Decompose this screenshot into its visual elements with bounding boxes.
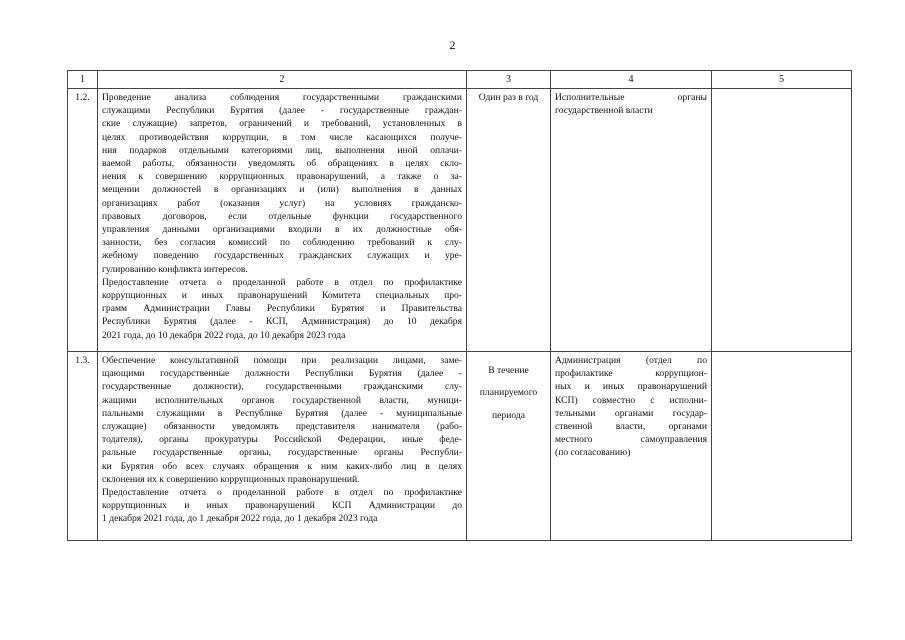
responsible-organizations: [551, 89, 712, 352]
column-5-cell: [712, 89, 852, 352]
row-number: 1.3.: [68, 352, 98, 541]
text-line: щающими государственные должности Республики Бурятия (далее -: [102, 368, 462, 380]
text-line: нения к совершению коррупционных правонарушений, а также о за-: [102, 171, 462, 183]
text-line: правовых договоров, если отдельные функции государственного: [102, 210, 462, 222]
text-line: организациях работ (оказания услуг) на условиях гражданско-: [102, 197, 462, 209]
text-line: Республики Бурятия (далее - КСП, Администрация) до 10 декабря: [102, 316, 462, 328]
text-line: планируемого: [479, 387, 538, 399]
text-line: ных и иных правонарушений: [555, 381, 707, 393]
header-cell-2: 2: [98, 71, 467, 89]
text-line: КСП) совместно с исполни-: [555, 394, 707, 406]
text-line: Предоставление отчета о проделанной работе в отдел по профилактике: [102, 276, 462, 288]
text-line: Проведение анализа соблюдения государственными гражданскими: [102, 92, 462, 103]
table-row: [68, 89, 852, 352]
measure-description: [98, 352, 467, 541]
text-line: занности, без согласия комиссий по соблюдению требований к слу-: [102, 237, 462, 249]
header-cell-4: 4: [551, 71, 712, 89]
text-line: профилактике коррупцион-: [555, 368, 707, 380]
text-line: тельными органами государ-: [555, 407, 707, 419]
row-number: 1.2.: [68, 89, 98, 352]
text-line: жебному поведению государственных гражданских служащих и уре-: [102, 250, 462, 262]
text-line: ваемой работы, обязанности уведомлять об обращениях в целях скло-: [102, 158, 462, 170]
text-line: Исполнительные органы: [555, 92, 707, 103]
header-cell-1: 1: [68, 71, 98, 89]
text-line: Администрация (отдел по: [555, 355, 707, 366]
page-number: 2: [449, 38, 456, 52]
text-line: периода: [492, 410, 525, 422]
text-line: ственной власти, органами: [555, 421, 707, 433]
execution-period: Один раз в год: [467, 89, 551, 352]
text-line: государственной власти: [555, 105, 653, 117]
text-line: 2021 года, до 10 декабря 2022 года, до 10 декабря 2023 года: [102, 329, 346, 341]
text-line: коррупционных и иных правонарушений КСП Администрации до: [102, 500, 462, 512]
text-line: ки Бурятия обо всех случаях обращения к ним каких-либо лиц в целях: [102, 460, 462, 472]
text-line: тодателя), органы прокуратуры Российской Федерации, иные феде-: [102, 434, 462, 446]
text-line: местного самоуправления: [555, 434, 707, 446]
text-line: Обеспечение консультативной помощи при реализации лицами, заме-: [102, 355, 462, 366]
text-line: В течение: [488, 364, 529, 376]
table-header-row: [68, 71, 852, 89]
text-line: мещении должностей в организациях и (или) выполнения в данных: [102, 184, 462, 196]
measures-table: [67, 70, 852, 541]
text-line: склонения их к совершению коррупционных правонарушений.: [102, 473, 360, 485]
column-5-cell: [712, 352, 852, 541]
execution-period: [467, 352, 551, 541]
text-line: ральные государственные органы, государственные органы Республи-: [102, 447, 462, 459]
text-line: ния подарков отдельными категориями лиц, выполнения иной оплачи-: [102, 144, 462, 156]
text-line: служащие) обязанности уведомлять представителя нанимателя (рабо-: [102, 421, 462, 433]
table-row: [68, 352, 852, 541]
measure-description: [98, 89, 467, 352]
text-line: государственные должности), государственными гражданскими слу-: [102, 381, 462, 393]
text-line: (по согласованию): [555, 447, 631, 459]
text-line: ские служащие) запретов, ограничений и требований, установленных в: [102, 118, 462, 130]
text-line: пальными служащими в Республике Бурятия (далее - муниципальные: [102, 407, 462, 419]
text-line: управления данными организациями входили в их должностные обя-: [102, 224, 462, 236]
text-line: коррупционных и иных правонарушений Комитета специальных про-: [102, 290, 462, 302]
text-line: гулированию конфликта интересов.: [102, 263, 248, 275]
text-line: 1 декабря 2021 года, до 1 декабря 2022 года, до 1 декабря 2023 года: [102, 513, 378, 525]
header-cell-5: 5: [712, 71, 852, 89]
text-line: жащими исполнительных органов государственной власти, муници-: [102, 394, 462, 406]
text-line: грамм Администрации Главы Республики Бурятия и Правительства: [102, 303, 462, 315]
text-line: целях противодействия коррупции, в том числе касающихся получе-: [102, 131, 462, 143]
text-line: Предоставление отчета о проделанной работе в отдел по профилактике: [102, 487, 462, 499]
header-cell-3: 3: [467, 71, 551, 89]
responsible-organizations: [551, 352, 712, 541]
text-line: служащими Республики Бурятия (далее - государственные граждан-: [102, 105, 462, 117]
